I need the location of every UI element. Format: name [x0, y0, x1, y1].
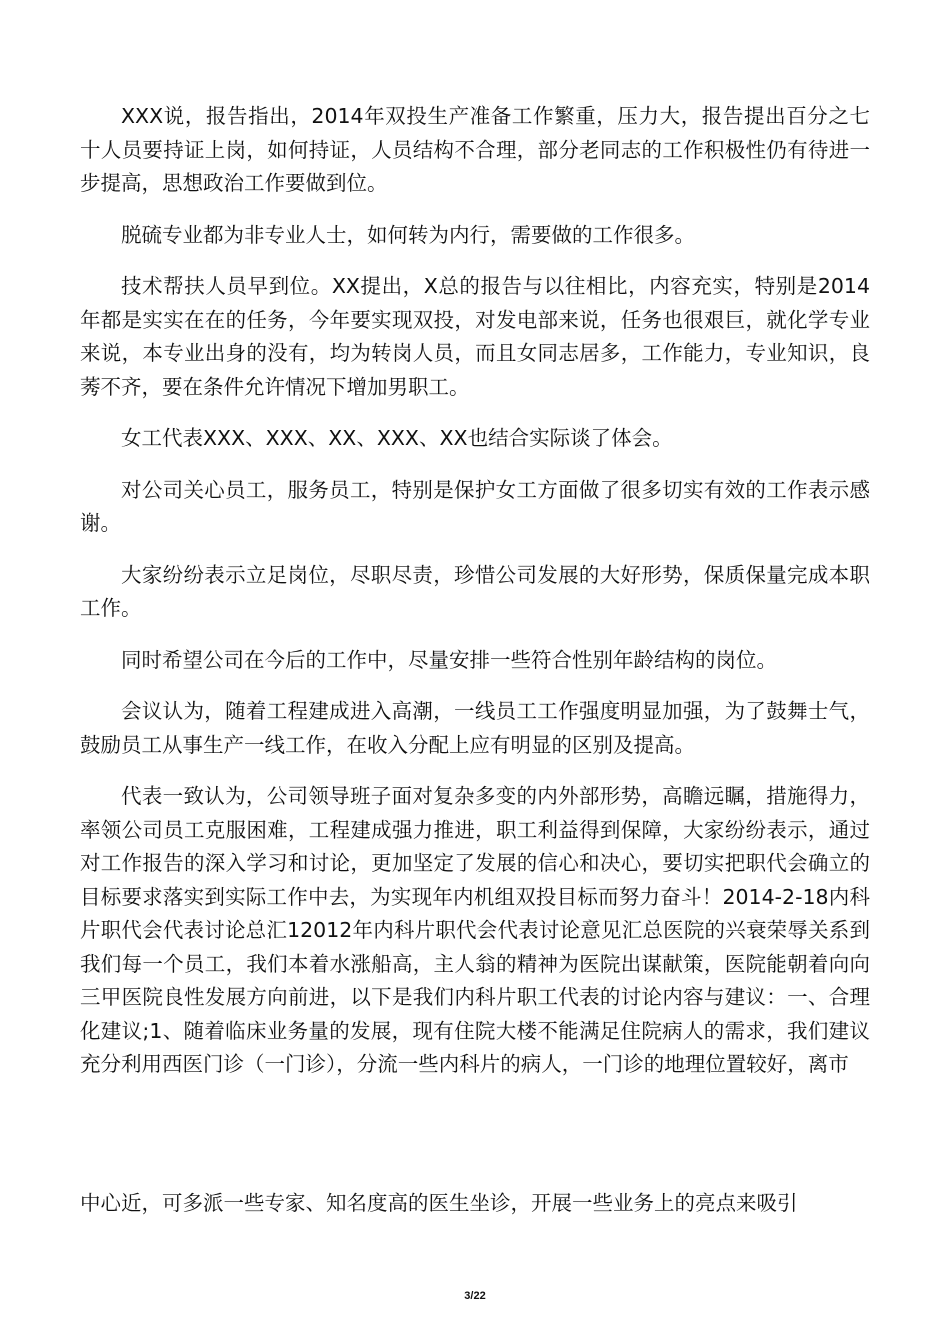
paragraph-2: 脱硫专业都为非专业人士，如何转为内行，需要做的工作很多。: [121, 222, 695, 247]
paragraph-5: 对公司关心员工，服务员工，特别是保护女工方面做了很多切实有效的工作表示感谢。: [80, 477, 870, 535]
paragraph-8: 会议认为，随着工程建成进入高潮，一线员工工作强度明显加强，为了鼓舞士气，鼓励员工从事生产一线工作，在收入分配上应有明显的区别及提高。: [80, 699, 870, 757]
document-body: [80, 100, 870, 1082]
paragraph-3: 技术帮扶人员早到位。XX提出，X总的报告与以往相比，内容充实，特别是2014年都是实实在在的任务，今年要实现双投，对发电部来说，任务也很艰巨，就化学专业来说，本专业出身的没有，均为转岗人员，而且女同志居多，工作能力，专业知识，良莠不齐，要在条件允许情况下增加男职工。: [80, 274, 870, 399]
paragraph-6: 大家纷纷表示立足岗位，尽职尽责，珍惜公司发展的大好形势，保质保量完成本职工作。: [80, 562, 870, 620]
continuation-paragraph: 中心近，可多派一些专家、知名度高的医生坐诊，开展一些业务上的亮点来吸引: [80, 1191, 798, 1215]
paragraph-7: 同时希望公司在今后的工作中，尽量安排一些符合性别年龄结构的岗位。: [121, 647, 777, 672]
paragraph-1: XXX说，报告指出，2014年双投生产准备工作繁重，压力大，报告提出百分之七十人员要持证上岗，如何持证，人员结构不合理，部分老同志的工作积极性仍有待进一步提高，思想政治工作要做到位。: [80, 104, 870, 195]
paragraph-4: 女工代表XXX、XXX、XX、XXX、XX也结合实际谈了体会。: [121, 426, 673, 450]
page-number: 3/22: [464, 1290, 486, 1302]
paragraph-9: 代表一致认为，公司领导班子面对复杂多变的内外部形势，高瞻远瞩，措施得力，率领公司员工克服困难，工程建成强力推进，职工利益得到保障，大家纷纷表示，通过对工作报告的深入学习和讨论，更加坚定了发展的信心和决心，要切实把职代会确立的目标要求落实到实际工作中去，为实现年内机组双投目标而努力奋斗！2014-2-18内科片职代会代表讨论总汇12012年内科片职代会代表讨论意见汇总医院的兴衰荣辱关系到我们每一个员工，我们本着水涨船高，主人翁的精神为医院出谋献策，医院能朝着向向三甲医院良性发展方向前进，以下是我们内科片职工代表的讨论内容与建议：一、合理化建议;1、随着临床业务量的发展，现有住院大楼不能满足住院病人的需求，我们建议充分利用西医门诊（一门诊），分流一些内科片的病人，一门诊的地理位置较好，离市: [80, 784, 870, 1076]
